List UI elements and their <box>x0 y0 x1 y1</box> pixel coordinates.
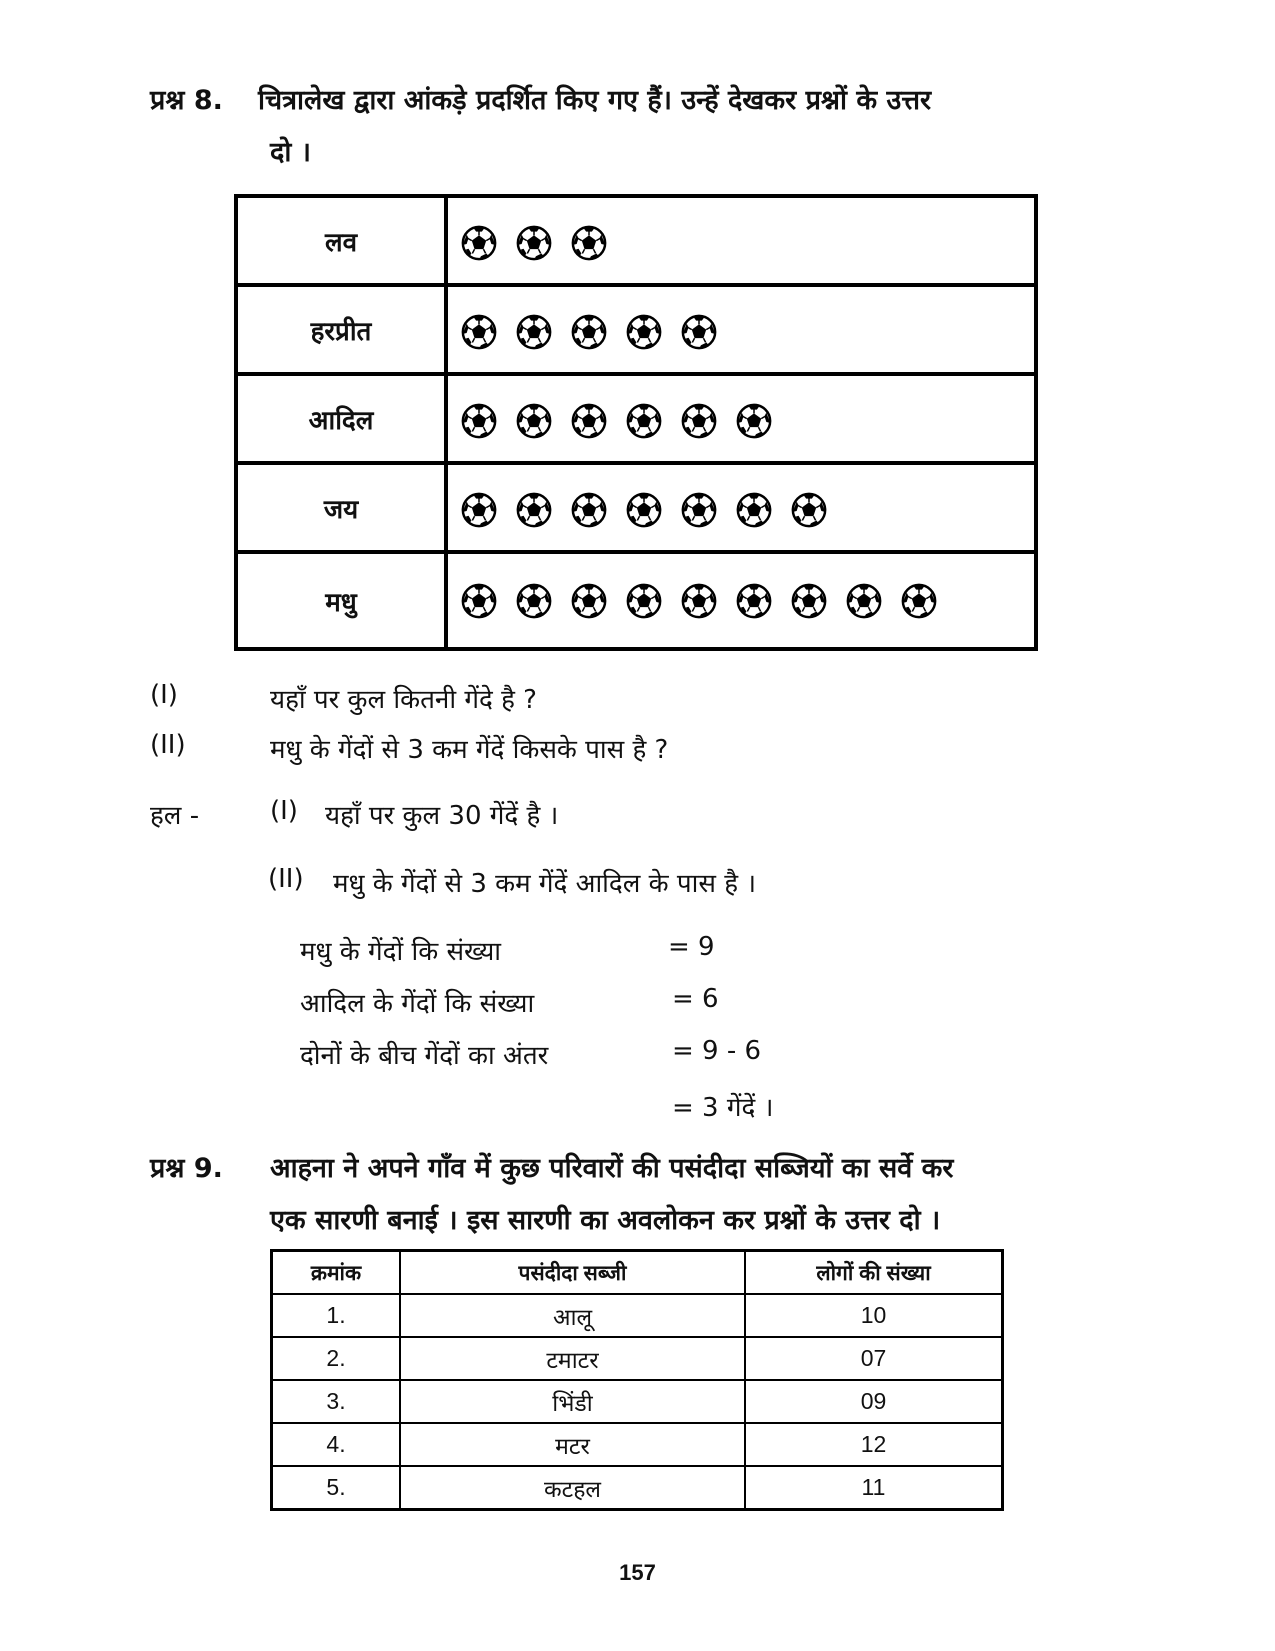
football-icon <box>570 491 608 529</box>
football-icon <box>515 402 553 440</box>
table-row <box>272 1423 1003 1466</box>
table-cell: आलू <box>400 1294 745 1337</box>
pictograph-row <box>238 465 1034 554</box>
football-icon <box>460 224 498 262</box>
calc-label: आदिल के गेंदों कि संख्या <box>300 989 535 1019</box>
football-icon <box>570 313 608 351</box>
football-icon <box>515 491 553 529</box>
table-cell: मटर <box>400 1423 745 1466</box>
football-icon <box>515 582 553 620</box>
football-icon <box>460 582 498 620</box>
football-icon <box>570 402 608 440</box>
football-icon <box>625 313 663 351</box>
question-text: मधु के गेंदों से 3 कम गेंदें किसके पास है ? <box>270 735 669 765</box>
q9-label: प्रश्न 9. <box>150 1153 223 1184</box>
q9-text-line1: आहना ने अपने गाँव में कुछ परिवारों की पसंदीदा सब्जियों का सर्वे कर <box>270 1153 954 1184</box>
table-row <box>272 1466 1003 1510</box>
table-header-row <box>272 1251 1003 1295</box>
table-cell: 2. <box>272 1337 401 1380</box>
football-icon <box>680 313 718 351</box>
pictograph-row <box>238 554 1034 647</box>
column-header: पसंदीदा सब्जी <box>400 1251 745 1295</box>
pictograph-name: लव <box>238 198 448 283</box>
football-icon <box>460 313 498 351</box>
answer-number: (I) <box>270 796 298 826</box>
football-icon <box>900 582 938 620</box>
football-icon <box>680 582 718 620</box>
answer-number: (II) <box>268 864 304 894</box>
football-icon <box>460 402 498 440</box>
column-header: क्रमांक <box>272 1251 401 1295</box>
table-cell: 4. <box>272 1423 401 1466</box>
answer-text: यहाँ पर कुल 30 गेंदें है । <box>325 801 559 831</box>
calc-label: दोनों के बीच गेंदों का अंतर <box>300 1041 549 1071</box>
football-icon <box>680 491 718 529</box>
football-icon <box>625 582 663 620</box>
vegetable-survey-table <box>270 1249 1004 1511</box>
pictograph-name: हरप्रीत <box>238 287 448 372</box>
table-cell: 12 <box>745 1423 1003 1466</box>
football-icon <box>735 402 773 440</box>
q8-label: प्रश्न 8. <box>150 85 223 116</box>
table-cell: 07 <box>745 1337 1003 1380</box>
football-icon <box>845 582 883 620</box>
football-icon <box>625 402 663 440</box>
calc-value: = 6 <box>672 984 719 1014</box>
table-cell: कटहल <box>400 1466 745 1510</box>
q8-text-line2: दो । <box>270 137 311 168</box>
calc-label: मधु के गेंदों कि संख्या <box>300 937 502 967</box>
football-icon <box>625 491 663 529</box>
football-icon <box>515 313 553 351</box>
solution-label: हल - <box>150 801 200 831</box>
question-text: यहाँ पर कुल कितनी गेंदे है ? <box>270 685 537 715</box>
calc-value: = 3 गेंदें । <box>672 1093 774 1123</box>
football-icon <box>790 491 828 529</box>
table-cell: 1. <box>272 1294 401 1337</box>
table-row <box>272 1380 1003 1423</box>
calc-value: = 9 <box>668 932 715 962</box>
table-cell: टमाटर <box>400 1337 745 1380</box>
pictograph-row <box>238 376 1034 465</box>
table-cell: 5. <box>272 1466 401 1510</box>
pictograph-row <box>238 287 1034 376</box>
column-header: लोगों की संख्या <box>745 1251 1003 1295</box>
pictograph-name: जय <box>238 465 448 550</box>
question-number: (II) <box>150 730 186 760</box>
football-icon <box>735 491 773 529</box>
football-icon <box>790 582 828 620</box>
table-cell: 3. <box>272 1380 401 1423</box>
football-icon <box>515 224 553 262</box>
pictograph-name: आदिल <box>238 376 448 461</box>
table-cell: भिंडी <box>400 1380 745 1423</box>
table-cell: 10 <box>745 1294 1003 1337</box>
q9-text-line2: एक सारणी बनाई । इस सारणी का अवलोकन कर प्रश्नों के उत्तर दो । <box>270 1205 941 1236</box>
question-number: (I) <box>150 680 178 710</box>
football-icon <box>735 582 773 620</box>
table-cell: 11 <box>745 1466 1003 1510</box>
page-number: 157 <box>619 1560 656 1585</box>
pictograph-table <box>234 194 1038 651</box>
table-row <box>272 1294 1003 1337</box>
table-row <box>272 1337 1003 1380</box>
football-icon <box>680 402 718 440</box>
table-cell: 09 <box>745 1380 1003 1423</box>
pictograph-row <box>238 198 1034 287</box>
calc-value: = 9 - 6 <box>672 1036 762 1066</box>
football-icon <box>460 491 498 529</box>
answer-text: मधु के गेंदों से 3 कम गेंदें आदिल के पास है । <box>333 869 757 899</box>
football-icon <box>570 224 608 262</box>
pictograph-name: मधु <box>238 554 448 647</box>
q8-text-line1: चित्रालेख द्वारा आंकड़े प्रदर्शित किए गए हैं। उन्हें देखकर प्रश्नों के उत्तर <box>258 85 932 116</box>
football-icon <box>570 582 608 620</box>
